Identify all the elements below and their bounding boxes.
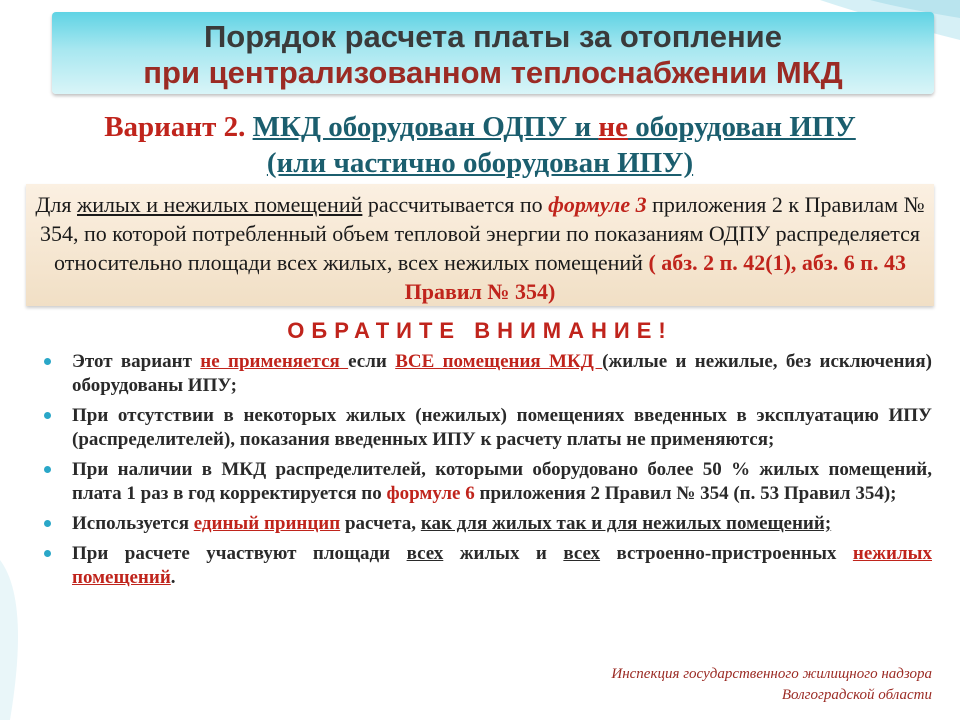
variant-line-2: (или частично оборудован ИПУ) (266, 147, 694, 179)
variant-label: Вариант 2. (104, 111, 246, 143)
attention-heading: ОБРАТИТЕ ВНИМАНИЕ! (287, 318, 673, 343)
note-text: приложения 2 Правил № 354 (п. 53 Правил 354); (474, 483, 897, 504)
variant-text-a: МКД оборудован ОДПУ и (252, 111, 599, 143)
list-item (40, 350, 932, 398)
footer-line-1: Инспекция государственного жилищного надзора (611, 666, 932, 682)
list-item (40, 404, 932, 452)
note-underlined: всех (563, 543, 601, 564)
rule-box (26, 184, 934, 306)
note-highlight: ВСЕ помещения МКД (395, 351, 603, 372)
rule-text-1: Для (35, 192, 78, 217)
note-text: Используется (72, 513, 194, 534)
note-text: расчета, (340, 513, 421, 534)
title-banner (52, 12, 934, 94)
note-underlined: как для жилых так и для нежилых помещений; (420, 513, 832, 534)
variant-subheading (0, 146, 960, 180)
variant-not-word: не (598, 111, 629, 143)
list-item (40, 542, 932, 590)
note-text: При отсутствии в некоторых жилых (нежилых) помещениях введенных в эксплуатацию ИПУ (распределителей), показания введенных ИПУ к расчету платы не применяются; (72, 405, 932, 450)
footer-credit (611, 664, 932, 706)
bullet-dot-icon (44, 520, 51, 527)
rule-text-4: приложения 2 к Правилам № 354, по которой потребленный объем тепловой энергии по показаниям ОДПУ распределяется относительно площади всех жилых, всех нежилых помещений (39, 192, 925, 275)
note-text: Этот вариант (72, 351, 201, 372)
note-text: жилых и (443, 543, 564, 564)
note-text: При расчете участвуют площади (72, 543, 407, 564)
footer-line-2: Волгоградской области (781, 687, 932, 703)
title-line-1: Порядок расчета платы за отопление (204, 19, 782, 54)
note-highlight: единый принцип (193, 513, 341, 534)
note-highlight: нежилых помещений (72, 543, 932, 588)
note-highlight: не применяется (200, 351, 349, 372)
list-item (40, 512, 932, 536)
rule-formula: формуле 3 (548, 192, 647, 217)
note-text: . (170, 567, 176, 588)
variant-text-b: оборудован ИПУ (628, 111, 856, 143)
note-underlined: всех (406, 543, 444, 564)
variant-heading (0, 110, 960, 144)
rule-text-3: рассчитывается по (362, 192, 549, 217)
bullet-dot-icon (44, 358, 51, 365)
notes-list (40, 350, 932, 596)
list-item (40, 458, 932, 506)
rule-reference: ( абз. 2 п. 42(1), абз. 6 п. 43 Правил № 354) (404, 250, 906, 304)
bullet-dot-icon (44, 412, 51, 419)
note-text: (жилые и нежилые, без исключения) оборудованы ИПУ; (72, 351, 932, 396)
note-highlight: формуле 6 (386, 483, 475, 504)
note-text: если (348, 351, 396, 372)
rule-premises: жилых и нежилых помещений (77, 192, 363, 217)
note-text: При наличии в МКД распределителей, которыми оборудовано более 50 % жилых помещений, плата 1 раз в год корректируется по (72, 459, 932, 504)
note-text: встроенно-пристроенных (600, 543, 853, 564)
bullet-dot-icon (44, 550, 51, 557)
title-line-2: при централизованном теплоснабжении МКД (143, 55, 843, 90)
bullet-dot-icon (44, 466, 51, 473)
